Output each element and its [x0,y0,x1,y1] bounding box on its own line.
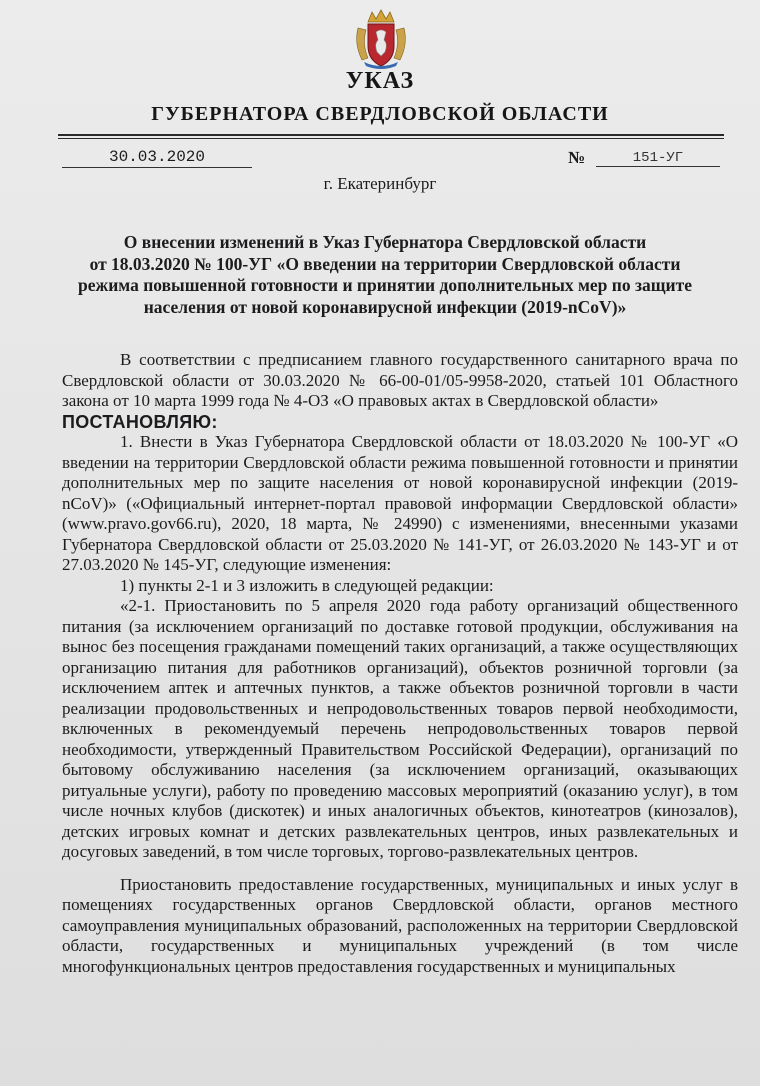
document-title: УКАЗ [345,68,415,94]
preamble-paragraph: В соответствии с предписанием главного государственного санитарного врача по Свердловской области от 30.03.2020 № 66-00-01/05-9958-2020, статьей 101 Областного закона от 10 марта 1999 года № 4-ОЗ «О правовых актах в Свердловской области» [62,350,738,410]
heading-line: населения от новой коронавирусной инфекции (2019-nCoV)» [143,296,627,317]
document-number: 151-УГ [596,150,720,167]
document-subtitle: ГУБЕРНАТОРА СВЕРДЛОВСКОЙ ОБЛАСТИ [151,103,609,125]
heading-line: режима повышенной готовности и принятии дополнительных мер по защите [78,275,692,295]
document-city: г. Екатеринбург [323,174,437,193]
document-date: 30.03.2020 [62,148,252,168]
sverdlovsk-coat-of-arms-icon [350,8,412,70]
header-divider-thin [58,138,724,139]
resolve-heading: ПОСТАНОВЛЯЮ: [62,411,218,432]
subitem-1-paragraph: 1) пункты 2-1 и 3 изложить в следующей редакции: [120,575,494,595]
heading-line: О внесении изменений в Указ Губернатора Свердловской области [123,232,647,252]
item-1-paragraph: 1. Внести в Указ Губернатора Свердловской области от 18.03.2020 № 100-УГ «О введении на территории Свердловской области режима повышенной готовности и принятии дополнительных мер по защите населения от новой коронавирусной инфекции (2019-nCoV)» («Официальный интернет-портал правовой информации Свердловской области» (www.pravo.gov66.ru), 2020, 18 марта, № 24990) с изменениями, внесенными указами Губернатора Свердловской области от 25.03.2020 № 141-УГ, от 26.03.2020 № 143-УГ и от 27.03.2020 № 145-УГ, следующие изменения: [62,432,738,574]
document-body [62,350,738,977]
clause-2-1-continuation: Приостановить предоставление государственных, муниципальных и иных услуг в помещениях государственных органов Свердловской области, органов местного самоуправления муниципальных образований, расположенных на территории Свердловской области, государственных и муниципальных учреждений (в том числе многофункциональных центров предоставления государственных и муниципальных [62,874,738,976]
heading-line: от 18.03.2020 № 100-УГ «О введении на территории Свердловской области [89,253,681,274]
document-heading [60,232,710,318]
clause-2-1-paragraph: «2-1. Приостановить по 5 апреля 2020 года работу организаций общественного питания (за исключением организаций по доставке готовой продукции, обслуживания на вынос без посещения гражданами помещений таких организаций, а также осуществляющих организацию питания для работников организаций), объектов розничной торговли (за исключением аптек и аптечных пунктов, а также объектов розничной торговли в части реализации продовольственных и непродовольственных товаров первой необходимости, включенных в рекомендуемый перечень непродовольственных товаров первой необходимости, утвержденный Правительством Российской Федерации), организаций по бытовому обслуживанию населения (за исключением организаций, оказывающих ритуальные услуги), работу по проведению массовых мероприятий (оказанию услуг), в том числе ночных клубов (дискотек) и иных аналогичных объектов, кинотеатров (кинозалов), детских игровых комнат и детских развлекательных центров, иных развлекательных и досуговых заведений, в том числе торговых, торгово-развлекательных центров. [62,596,738,861]
number-label: № [568,148,586,167]
header-divider [58,134,724,136]
